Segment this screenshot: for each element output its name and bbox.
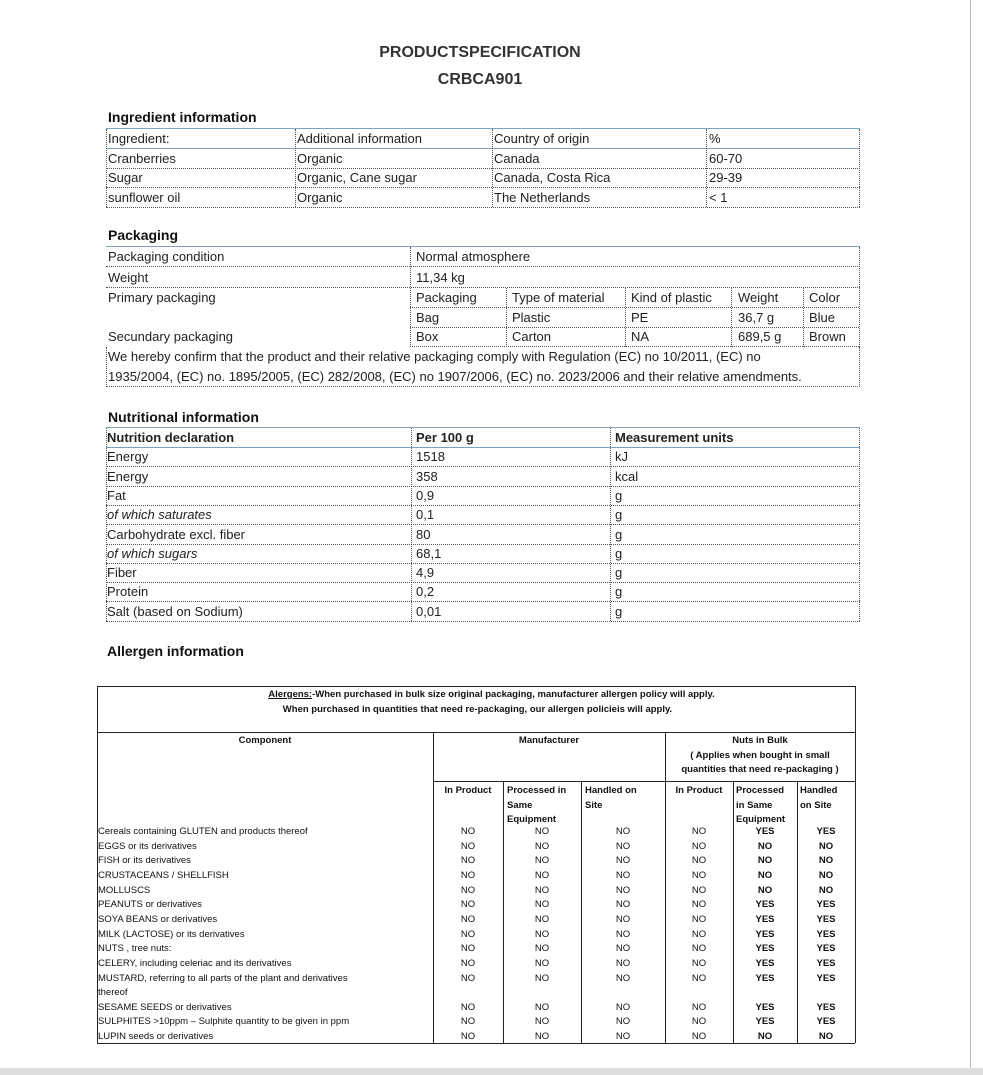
packaging-cell: Packaging (416, 290, 477, 305)
allergen-value: NO (691, 1016, 707, 1028)
nutrition-cell: Carbohydrate excl. fiber (107, 526, 246, 542)
allergen-value: YES (755, 1001, 775, 1013)
allergen-value: NO (460, 957, 476, 969)
nutrition-cell: 4,9 (416, 565, 435, 581)
allergen-component: LUPIN seeds or derivatives (98, 1031, 214, 1043)
allergen-value: NO (534, 826, 550, 837)
ingredient-col-divider (492, 129, 493, 207)
sub-bulk-processed-3: Equipment (736, 814, 786, 825)
ingredient-col-divider (706, 129, 707, 207)
allergen-component: FISH or its derivatives (98, 855, 191, 867)
allergen-value: YES (755, 972, 775, 984)
packaging-col-divider (803, 288, 804, 347)
nuts-in-bulk-note-1: ( Applies when bought in small (690, 750, 830, 761)
allergen-component: CRUSTACEANS / SHELLFISH (98, 869, 229, 881)
allergen-component: MOLLUSCS (98, 884, 151, 896)
allergen-value: YES (816, 957, 836, 969)
packaging-weight-value: 11,34 kg (416, 270, 465, 285)
allergen-value: NO (534, 957, 550, 969)
allergen-value: NO (615, 928, 631, 940)
allergen-value: YES (755, 957, 775, 969)
nutrition-cell: 0,9 (416, 487, 435, 503)
allergen-value: NO (534, 840, 550, 852)
packaging-cell: Box (416, 329, 439, 344)
sub-handled-2: Site (585, 800, 603, 811)
compliance-line-1: We hereby confirm that the product and their relative packaging comply with Regulation (EC) no 10/2011, (EC) no (108, 349, 761, 364)
allergen-value: NO (534, 928, 550, 940)
allergen-value: NO (460, 943, 476, 955)
nutrition-cell: Energy (107, 449, 149, 465)
packaging-cell: 36,7 g (738, 310, 775, 325)
nutrition-column-header: Measurement units (615, 430, 734, 445)
ingredient-cell: 60-70 (709, 150, 743, 166)
allergen-value: YES (816, 1001, 836, 1013)
packaging-condition-label: Packaging condition (108, 249, 225, 264)
nutrition-row (106, 447, 860, 467)
ingredient-cell: < 1 (709, 189, 728, 205)
allergen-notice-prefix: Alergens: (268, 689, 313, 700)
nutrition-col-divider (859, 428, 860, 621)
allergen-value: YES (816, 928, 836, 940)
allergen-value: NO (460, 1016, 476, 1028)
ingredient-cell: Organic (297, 189, 343, 205)
allergen-value: NO (691, 826, 707, 837)
allergen-component: EGGS or its derivatives (98, 840, 197, 852)
packaging-condition-value: Normal atmosphere (416, 249, 531, 264)
ingredient-cell: Canada, Costa Rica (494, 170, 611, 185)
document-title: PRODUCTSPECIFICATION (379, 44, 581, 61)
packaging-cell: Kind of plastic (631, 290, 712, 305)
nutrition-row (106, 582, 860, 602)
allergen-value: NO (691, 913, 707, 925)
ingredient-col-divider (295, 129, 296, 207)
nutrition-row (106, 525, 860, 545)
page-edge (970, 0, 971, 1075)
allergen-value: NO (615, 1016, 631, 1028)
ingredient-cell: The Netherlands (494, 189, 591, 205)
nutrition-cell: of which sugars (107, 545, 198, 561)
nutrition-cell: g (615, 545, 623, 561)
allergen-value: YES (755, 826, 775, 837)
packaging-col-divider (859, 288, 860, 347)
allergen-value: YES (816, 826, 836, 837)
allergen-notice-text-1: -When purchased in bulk size original packaging, manufacturer allergen policy will apply. (312, 689, 715, 700)
nutrition-row (106, 563, 860, 583)
allergen-value: NO (460, 928, 476, 940)
nutrition-col-divider (610, 428, 611, 621)
ingredient-cell: 29-39 (709, 170, 743, 185)
allergen-value: NO (460, 826, 476, 837)
nutrition-cell: 68,1 (416, 545, 442, 561)
packaging-condition-row (106, 247, 860, 267)
nutrition-row (106, 544, 860, 564)
nutrition-cell: kJ (615, 449, 628, 465)
allergen-value: NO (534, 943, 550, 955)
allergen-value: NO (460, 869, 476, 881)
nutrition-column-header: Nutrition declaration (107, 430, 235, 445)
secondary-packaging-label: Secundary packaging (108, 329, 234, 344)
ingredient-col-divider (106, 129, 107, 207)
allergen-value: NO (691, 957, 707, 969)
allergen-value: YES (755, 899, 775, 911)
allergen-value: NO (757, 869, 773, 881)
packaging-cell: 689,5 g (738, 329, 782, 344)
allergen-component-cont: thereof (98, 987, 128, 999)
sub-bulk-in-product: In Product (675, 785, 723, 796)
ingredient-column-header: Country of origin (494, 131, 590, 146)
nutrition-cell: 358 (416, 468, 438, 484)
packaging-weight-row (106, 268, 860, 288)
sub-in-product: In Product (444, 785, 492, 796)
sub-bulk-processed-2: in Same (736, 800, 773, 811)
allergen-component: MILK (LACTOSE) or its derivatives (98, 928, 245, 940)
nutrition-cell: 0,01 (416, 603, 442, 619)
allergen-value: NO (615, 957, 631, 969)
allergen-value: NO (615, 840, 631, 852)
ingredient-cell: Canada (494, 150, 540, 166)
sub-bulk-handled-1: Handled (800, 785, 838, 796)
allergen-heading: Allergen information (107, 643, 244, 659)
manufacturer-header: Manufacturer (518, 735, 580, 746)
allergen-value: NO (691, 884, 707, 896)
allergen-value: NO (460, 972, 476, 984)
nutrition-row (106, 486, 860, 506)
packaging-cell: Bag (416, 310, 440, 325)
nuts-in-bulk-header: Nuts in Bulk (732, 735, 788, 746)
packaging-cell: Blue (809, 310, 836, 325)
allergen-value: NO (460, 1001, 476, 1013)
nutrition-cell: 1518 (416, 449, 445, 465)
ingredient-column-header: Additional information (297, 131, 423, 146)
allergen-value: NO (615, 855, 631, 867)
nutrition-cell: g (615, 507, 623, 523)
nutrition-row (106, 467, 860, 487)
allergen-value: NO (691, 869, 707, 881)
allergen-value: NO (691, 840, 707, 852)
ingredient-header-row (106, 129, 860, 149)
nutrition-header-row (106, 428, 860, 448)
allergen-component: Cereals containing GLUTEN and products thereof (98, 826, 308, 837)
nutrition-row (106, 602, 860, 622)
packaging-cell: Brown (809, 329, 846, 344)
allergen-value: NO (534, 913, 550, 925)
allergen-value: YES (755, 943, 775, 955)
packaging-cell: PE (631, 310, 649, 325)
allergen-value: NO (691, 899, 707, 911)
packaging-col-divider (731, 288, 732, 347)
allergen-value: NO (534, 869, 550, 881)
packaging-col-divider (625, 288, 626, 347)
allergen-value: NO (460, 913, 476, 925)
sub-processed-1: Processed in (507, 785, 567, 796)
allergen-notice-line-2: When purchased in quantities that need re-packaging, our allergen policieis will apply. (282, 704, 673, 715)
allergen-value: NO (691, 928, 707, 940)
allergen-value: NO (818, 840, 834, 852)
nutrition-cell: Energy (107, 468, 149, 484)
ingredient-row (106, 188, 860, 208)
nutrition-column-header: Per 100 g (416, 430, 474, 445)
component-header: Component (238, 735, 292, 746)
packaging-cell: Color (809, 290, 841, 305)
allergen-value: NO (818, 884, 834, 896)
allergen-value: NO (615, 899, 631, 911)
allergen-value: NO (818, 869, 834, 881)
nutrition-heading: Nutritional information (108, 409, 259, 425)
allergen-component: SESAME SEEDS or derivatives (98, 1001, 232, 1013)
nutrition-cell: g (615, 487, 623, 503)
nutrition-cell: 80 (416, 526, 431, 542)
allergen-value: NO (460, 855, 476, 867)
ingredient-column-header: % (709, 131, 721, 146)
allergen-value: NO (460, 899, 476, 911)
nutrition-cell: of which saturates (107, 507, 212, 523)
allergen-value: NO (615, 884, 631, 896)
allergen-value: NO (534, 972, 550, 984)
allergen-value: NO (757, 840, 773, 852)
allergen-value: YES (755, 913, 775, 925)
ingredient-heading: Ingredient information (108, 109, 257, 125)
allergen-value: YES (816, 943, 836, 955)
nutrition-cell: Fat (107, 487, 126, 503)
allergen-value: NO (534, 884, 550, 896)
packaging-row-divider (410, 327, 859, 328)
allergen-component: PEANUTS or derivatives (98, 899, 203, 911)
allergen-value: NO (615, 972, 631, 984)
nutrition-cell: g (615, 526, 623, 542)
allergen-value: NO (534, 1016, 550, 1028)
allergen-value: NO (757, 855, 773, 867)
nutrition-cell: 0,2 (416, 584, 435, 600)
allergen-value: NO (757, 1031, 773, 1043)
sub-handled-1: Handled on (585, 785, 637, 796)
allergen-value: NO (691, 943, 707, 955)
ingredient-cell: Organic (297, 150, 343, 166)
allergen-component: NUTS , tree nuts: (98, 943, 172, 955)
allergen-value: NO (615, 913, 631, 925)
allergen-value: NO (615, 1001, 631, 1013)
nuts-in-bulk-note-2: quantities that need re-packaging ) (681, 764, 839, 775)
packaging-cell: Carton (512, 329, 552, 344)
allergen-value: YES (755, 1016, 775, 1028)
packaging-heading: Packaging (108, 227, 179, 243)
packaging-cell: Plastic (512, 310, 551, 325)
nutrition-col-divider (411, 428, 412, 621)
ingredient-row (106, 149, 860, 169)
packaging-col-divider (410, 288, 411, 347)
nutrition-cell: Salt (based on Sodium) (107, 603, 243, 619)
allergen-value: NO (615, 943, 631, 955)
allergen-value: NO (460, 840, 476, 852)
sub-processed-3: Equipment (507, 814, 557, 825)
sub-bulk-processed-1: Processed (736, 785, 785, 796)
allergen-value: YES (755, 928, 775, 940)
allergen-component: MUSTARD, referring to all parts of the plant and derivatives (98, 972, 348, 984)
nutrition-col-divider (106, 428, 107, 621)
nutrition-row (106, 505, 860, 525)
nutrition-cell: g (615, 584, 623, 600)
allergen-value: NO (691, 1031, 707, 1043)
nutrition-cell: Fiber (107, 565, 137, 581)
ingredient-cell: Organic, Cane sugar (297, 170, 417, 185)
packaging-row-divider (410, 307, 859, 308)
allergen-value: NO (818, 855, 834, 867)
allergen-value: NO (534, 1001, 550, 1013)
ingredient-column-header: Ingredient: (108, 131, 170, 146)
nutrition-cell: kcal (615, 468, 639, 484)
allergen-value: YES (816, 1016, 836, 1028)
packaging-cell: Weight (738, 290, 779, 305)
allergen-value: YES (816, 913, 836, 925)
sub-processed-2: Same (507, 800, 533, 811)
product-code: CRBCA901 (437, 71, 523, 88)
ingredient-cell: sunflower oil (108, 189, 181, 205)
nutrition-cell: 0,1 (416, 507, 435, 523)
nutrition-cell: Protein (107, 584, 149, 600)
allergen-value: NO (691, 1001, 707, 1013)
allergen-component: CELERY, including celeriac and its derivatives (98, 957, 292, 969)
packaging-cell: Type of material (512, 290, 605, 305)
allergen-value: NO (691, 972, 707, 984)
allergen-value: NO (691, 855, 707, 867)
packaging-col-divider (506, 288, 507, 347)
allergen-component: SOYA BEANS or derivatives (98, 913, 218, 925)
ingredient-col-divider (859, 129, 860, 207)
allergen-value: YES (816, 899, 836, 911)
nutrition-cell: g (615, 603, 623, 619)
packaging-weight-label: Weight (108, 270, 149, 285)
ingredient-cell: Cranberries (108, 150, 176, 166)
allergen-notice-line-1 (0, 689, 983, 700)
packaging-cell: NA (631, 329, 650, 344)
page-bottom-edge (0, 1068, 983, 1075)
allergen-value: NO (615, 869, 631, 881)
allergen-value: NO (615, 826, 631, 837)
allergen-component: SULPHITES >10ppm – Sulphite quantity to be given in ppm (98, 1016, 350, 1028)
allergen-value: NO (534, 855, 550, 867)
allergen-value: YES (816, 972, 836, 984)
nutrition-cell: g (615, 565, 623, 581)
compliance-line-2: 1935/2004, (EC) no. 1895/2005, (EC) 282/2008, (EC) no 1907/2006, (EC) no. 2023/2006 and their relative amendments. (108, 369, 802, 384)
allergen-value: NO (757, 884, 773, 896)
ingredient-row (106, 168, 860, 188)
allergen-value: NO (534, 1031, 550, 1043)
allergen-value: NO (615, 1031, 631, 1043)
allergen-value: NO (460, 1031, 476, 1043)
sub-bulk-handled-2: on Site (800, 800, 832, 811)
allergen-value: NO (818, 1031, 834, 1043)
primary-packaging-label: Primary packaging (108, 290, 216, 305)
allergen-value: NO (534, 899, 550, 911)
allergen-value: NO (460, 884, 476, 896)
ingredient-cell: Sugar (108, 170, 143, 185)
